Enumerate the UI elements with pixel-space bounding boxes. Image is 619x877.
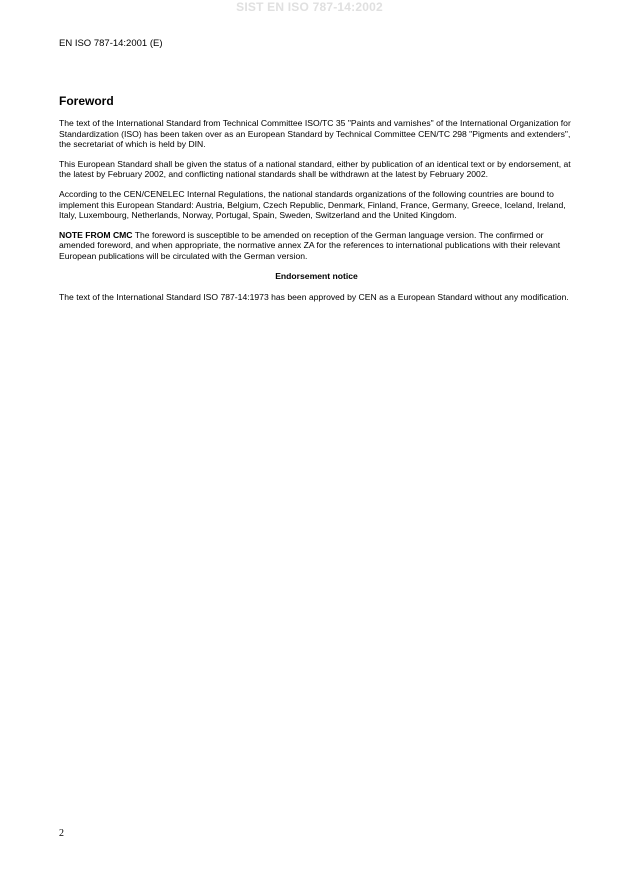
endorsement-heading: Endorsement notice <box>275 270 358 281</box>
cmc-note-label: NOTE FROM CMC <box>59 229 133 240</box>
document-id: EN ISO 787-14:2001 (E) <box>59 38 163 49</box>
watermark: SIST EN ISO 787-14:2002 <box>236 0 383 14</box>
page-number: 2 <box>59 828 64 839</box>
cmc-note <box>59 230 574 262</box>
foreword-paragraph-2: This European Standard shall be given the status of a national standard, either by publication of an identical text or by endorsement, at the latest by February 2002, and conflicting national standards shall be withdrawn at the latest by February 2002. <box>59 158 571 180</box>
foreword-heading: Foreword <box>59 94 114 108</box>
cmc-note-text: The foreword is susceptible to be amended on reception of the German language version. The confirmed or amended foreword, and when appropriate, the normative annex ZA for the references to international publications with their relevant European publications will be circulated with the German version. <box>59 229 561 261</box>
endorsement-text: The text of the International Standard ISO 787-14:1973 has been approved by CEN as a European Standard without any modification. <box>59 291 569 302</box>
foreword-paragraph-1: The text of the International Standard from Technical Committee ISO/TC 35 "Paints and varnishes" of the International Organization for Standardization (ISO) has been taken over as an European Standard by Technical Committee CEN/TC 298 "Pigments and extenders", the secretariat of which is held by DIN. <box>59 118 571 150</box>
page-content <box>59 94 574 311</box>
foreword-paragraph-3: According to the CEN/CENELEC Internal Regulations, the national standards organizations of the following countries are bound to implement this European Standard: Austria, Belgium, Czech Republic, Denmark, Finland, France, Germany, Greece, Iceland, Ireland, Italy, Luxembourg, Netherlands, Norway, Portugal, Spain, Sweden, Switzerland and the United Kingdom. <box>59 188 566 221</box>
